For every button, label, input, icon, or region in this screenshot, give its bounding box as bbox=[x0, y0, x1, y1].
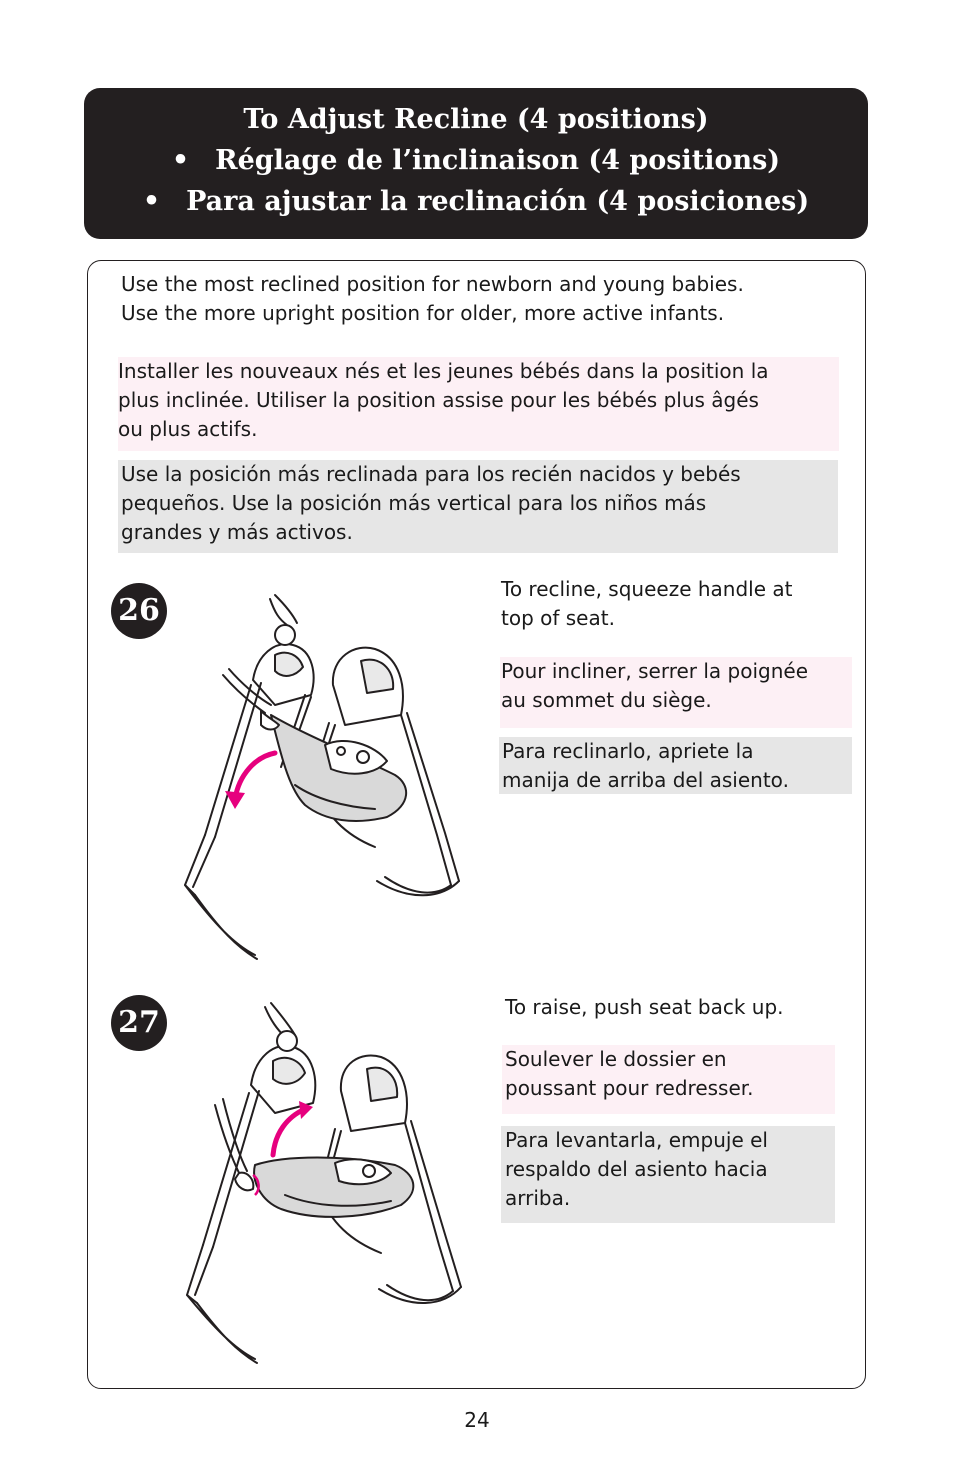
intro-fr-line: plus inclinée. Utiliser la position assise pour les bébés plus âgés bbox=[118, 388, 759, 412]
header-title-fr bbox=[84, 144, 868, 178]
step26-fr-line: au sommet du siège. bbox=[501, 688, 712, 712]
step27-fr-line: Soulever le dossier en bbox=[505, 1047, 727, 1071]
header-bullet: • bbox=[142, 186, 161, 217]
intro-spanish bbox=[118, 460, 838, 553]
intro-french bbox=[118, 357, 839, 451]
step26-es-line: Para reclinarlo, apriete la bbox=[502, 739, 754, 763]
header-title-es-text: Para ajustar la reclinación (4 posiciones) bbox=[186, 186, 810, 217]
intro-es-line: pequeños. Use la posición más vertical para los niños más bbox=[121, 491, 707, 515]
section-header bbox=[84, 88, 868, 239]
step27-es-line: Para levantarla, empuje el bbox=[505, 1128, 768, 1152]
step26-spanish bbox=[499, 737, 852, 794]
intro-english bbox=[121, 270, 841, 328]
step27-en-line: To raise, push seat back up. bbox=[505, 995, 784, 1019]
step26-es-line: manija de arriba del asiento. bbox=[502, 768, 789, 792]
raise-arrow bbox=[273, 1109, 305, 1155]
step26-en-line: To recline, squeeze handle at bbox=[501, 577, 793, 601]
intro-fr-line: ou plus actifs. bbox=[118, 417, 258, 441]
step26-english bbox=[501, 575, 841, 633]
step27-english bbox=[505, 993, 835, 1022]
page-number: 24 bbox=[464, 1408, 490, 1432]
step27-spanish bbox=[501, 1126, 835, 1223]
intro-es-line: grandes y más activos. bbox=[121, 520, 353, 544]
raise-illustration bbox=[175, 995, 475, 1370]
intro-en-line: Use the most reclined position for newborn and young babies. bbox=[121, 272, 744, 296]
header-title-fr-text: Réglage de l’inclinaison (4 positions) bbox=[215, 145, 781, 176]
step-number-badge: 27 bbox=[111, 995, 167, 1051]
header-title-es bbox=[84, 185, 868, 219]
step27-es-line: arriba. bbox=[505, 1186, 571, 1210]
recline-arrow bbox=[235, 753, 275, 799]
header-bullet: • bbox=[171, 145, 190, 176]
step26-fr-line: Pour incliner, serrer la poignée bbox=[501, 659, 809, 683]
step26-french bbox=[500, 657, 852, 728]
recline-illustration bbox=[175, 585, 475, 965]
step-number-badge: 26 bbox=[111, 583, 167, 639]
recline-arrow-head bbox=[225, 791, 245, 809]
step26-en-line: top of seat. bbox=[501, 606, 615, 630]
step27-french bbox=[502, 1045, 835, 1114]
step27-fr-line: poussant pour redresser. bbox=[505, 1076, 754, 1100]
intro-es-line: Use la posición más reclinada para los recién nacidos y bebés bbox=[121, 462, 741, 486]
intro-en-line: Use the more upright position for older, more active infants. bbox=[121, 301, 725, 325]
step27-es-line: respaldo del asiento hacia bbox=[505, 1157, 768, 1181]
header-title-en: To Adjust Recline (4 positions) bbox=[243, 104, 709, 135]
intro-fr-line: Installer les nouveaux nés et les jeunes bébés dans la position la bbox=[118, 359, 769, 383]
